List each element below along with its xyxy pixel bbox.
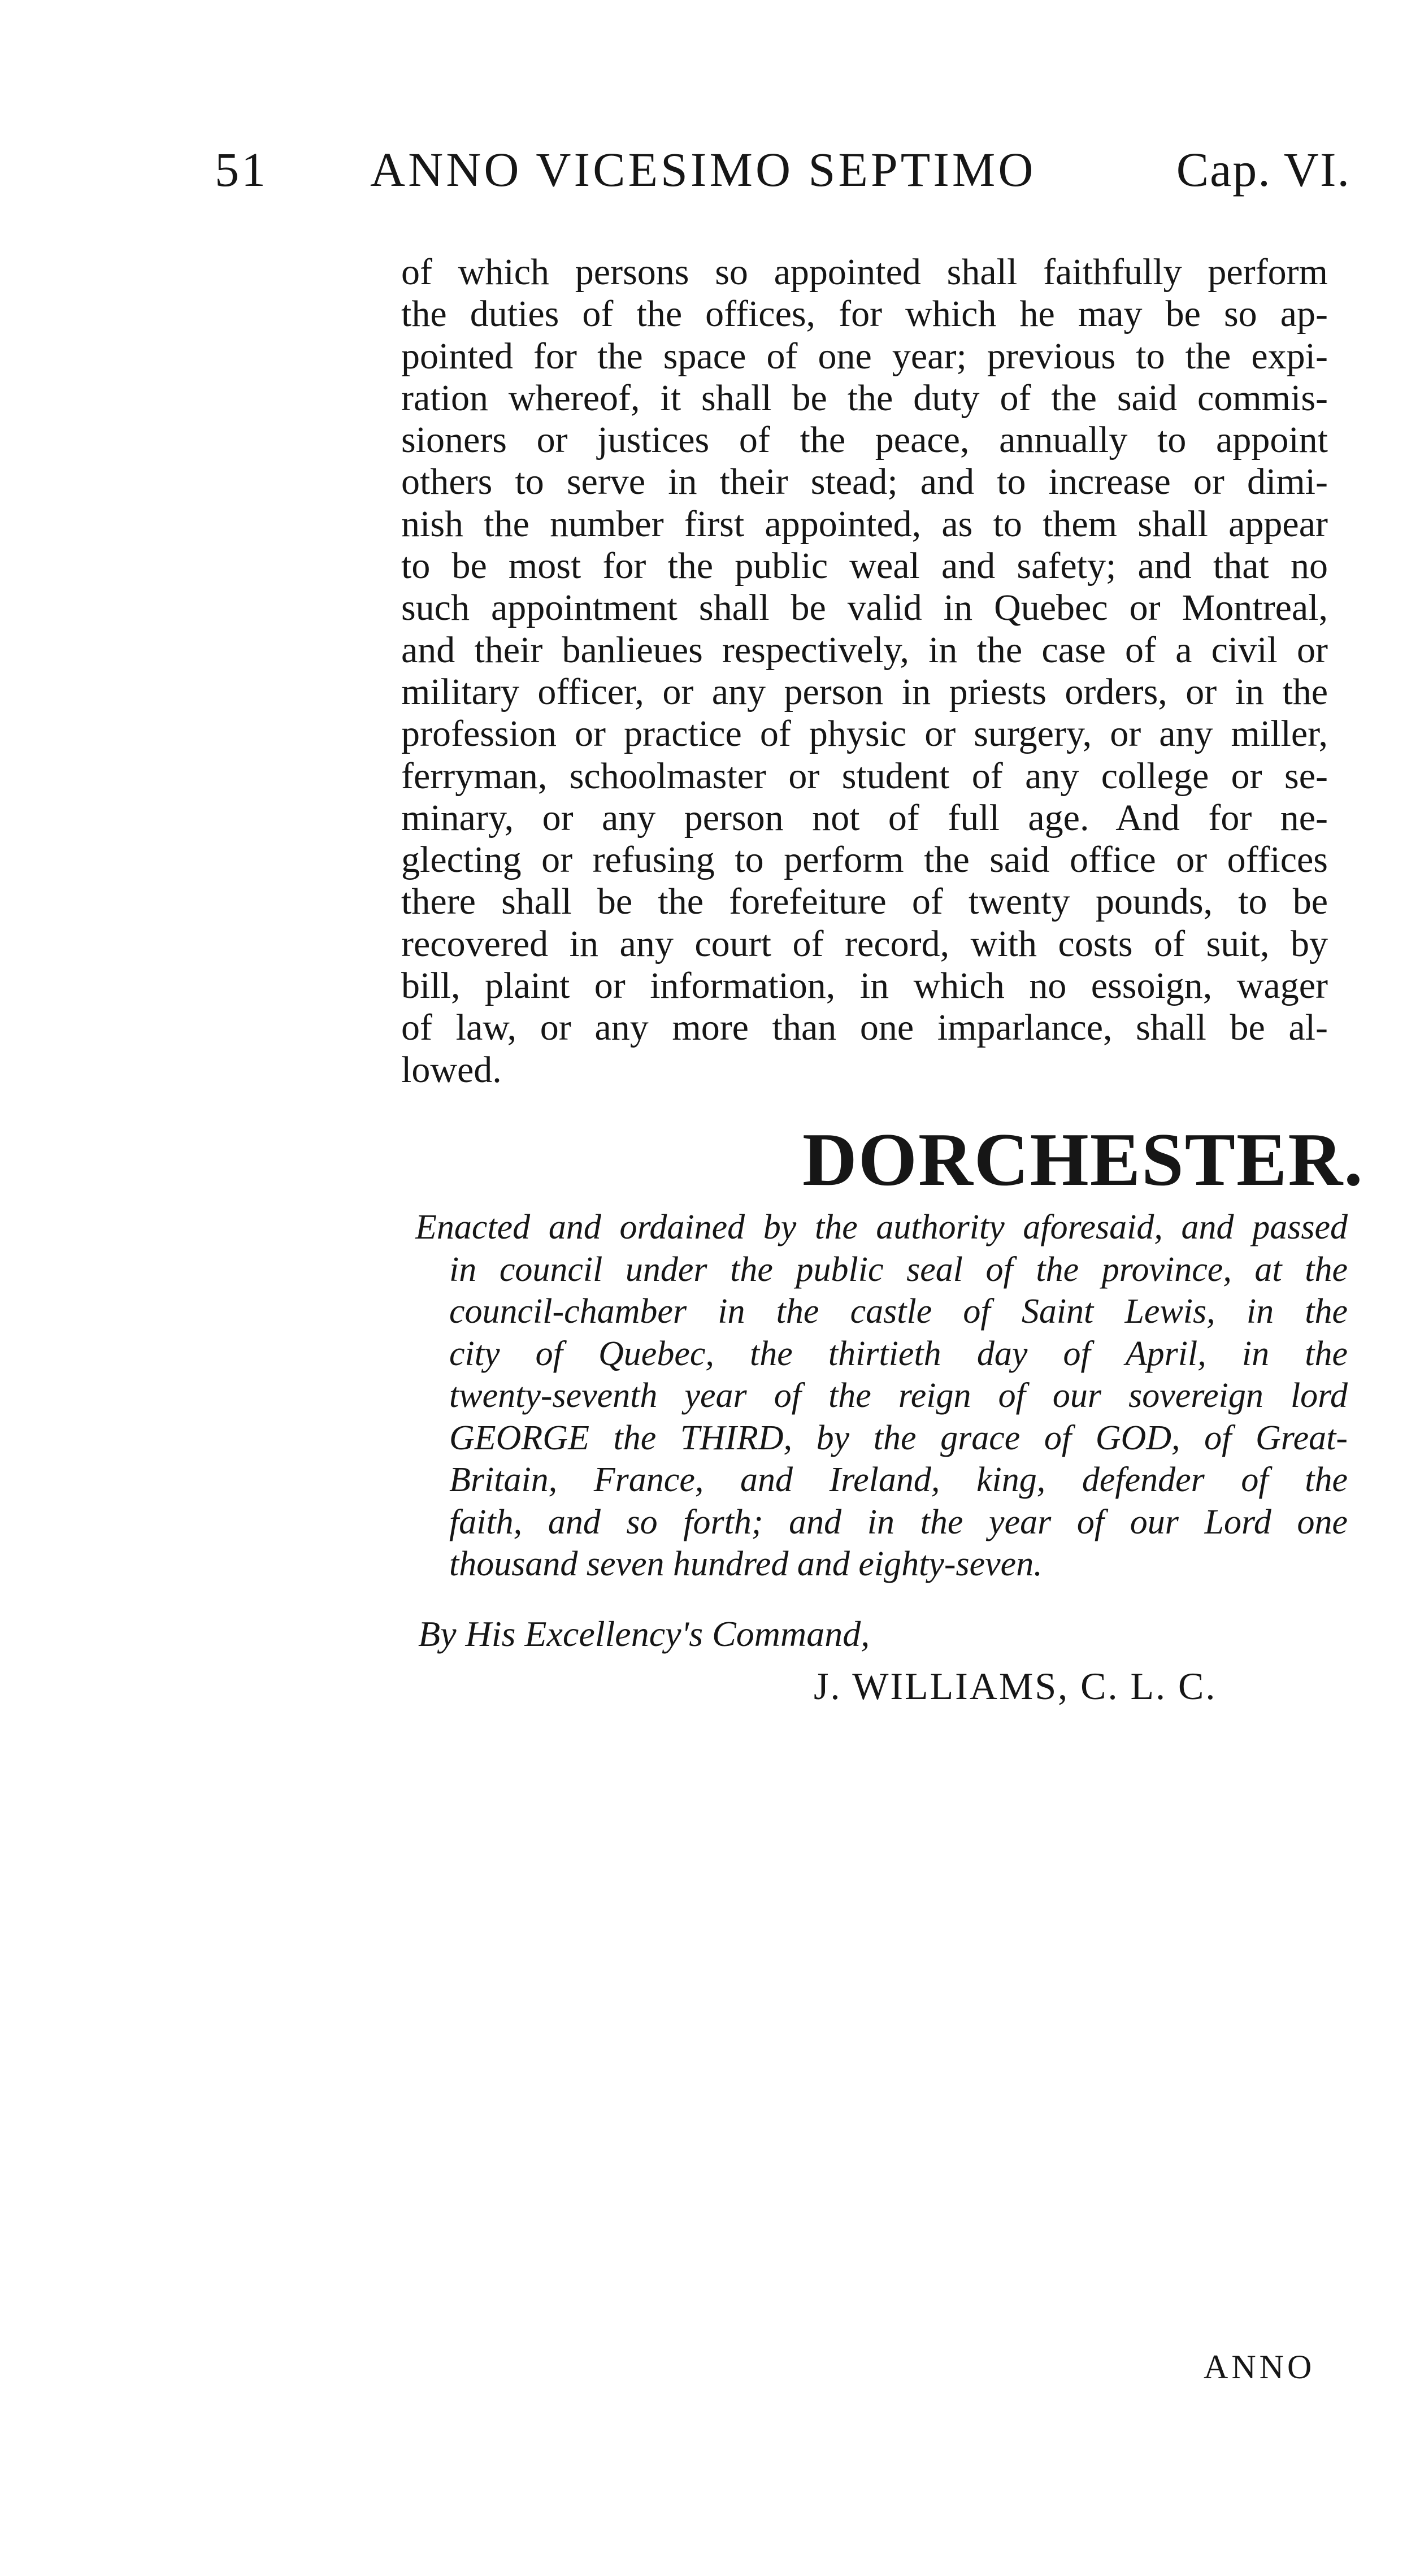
chapter-label: Cap. VI.	[1176, 142, 1350, 197]
body-line: recovered in any court of record, with costs of suit, by	[401, 923, 1328, 965]
enactment-line: Enacted and ordained by the authority aforesaid, and passed	[415, 1208, 1348, 1246]
enactment-line: faith, and so forth; and in the year of our Lord one	[449, 1502, 1348, 1541]
body-line: such appointment shall be valid in Quebec or Montreal,	[401, 587, 1328, 629]
body-paragraph	[401, 251, 1328, 1091]
body-line: pointed for the space of one year; previous to the expi-	[401, 335, 1328, 377]
clerk-signature: J. WILLIAMS, C. L. C.	[814, 1665, 1217, 1708]
body-line: to be most for the public weal and safety; and that no	[401, 545, 1328, 587]
body-line: lowed.	[401, 1049, 502, 1091]
enactment-line: in council under the public seal of the province, at the	[449, 1250, 1348, 1289]
body-line: military officer, or any person in priests orders, or in the	[401, 671, 1328, 713]
enactment-line: twenty-seventh year of the reign of our sovereign lord	[449, 1376, 1348, 1415]
catchword: ANNO	[1204, 2348, 1315, 2386]
body-line: the duties of the offices, for which he may be so ap-	[401, 293, 1328, 335]
running-title: ANNO VICESIMO SEPTIMO	[370, 142, 1036, 197]
body-line: minary, or any person not of full age. And for ne-	[401, 797, 1328, 839]
body-line: sioners or justices of the peace, annually to appoint	[401, 419, 1328, 461]
body-line: ferryman, schoolmaster or student of any college or se-	[401, 755, 1328, 797]
body-line: glecting or refusing to perform the said office or offices	[401, 839, 1328, 881]
enactment-line: council-chamber in the castle of Saint Lewis, in the	[449, 1292, 1348, 1331]
enactment-line: GEORGE the THIRD, by the grace of GOD, of Great-	[449, 1418, 1348, 1457]
running-header	[215, 141, 1350, 215]
body-line: ration whereof, it shall be the duty of the said commis-	[401, 377, 1328, 419]
body-line: others to serve in their stead; and to increase or dimi-	[401, 461, 1328, 503]
body-line: bill, plaint or information, in which no essoign, wager	[401, 965, 1328, 1007]
enactment-line: Britain, France, and Ireland, king, defender of the	[449, 1461, 1348, 1499]
body-line: there shall be the forefeiture of twenty pounds, to be	[401, 881, 1328, 923]
body-line: and their banlieues respectively, in the case of a civil or	[401, 629, 1328, 671]
enactment-line: thousand seven hundred and eighty-seven.	[449, 1545, 1043, 1583]
enactment-clause	[415, 1206, 1348, 1585]
page-number: 51	[215, 142, 268, 197]
body-line: of law, or any more than one imparlance, shall be al-	[401, 1007, 1328, 1049]
command-line: By His Excellency's Command,	[418, 1614, 870, 1654]
governor-signature: DORCHESTER.	[802, 1118, 1364, 1201]
body-line: of which persons so appointed shall faithfully perform	[401, 251, 1328, 293]
body-line: nish the number first appointed, as to them shall appear	[401, 503, 1328, 545]
body-line: profession or practice of physic or surgery, or any miller,	[401, 713, 1328, 755]
enactment-line: city of Quebec, the thirtieth day of April, in the	[449, 1334, 1348, 1373]
